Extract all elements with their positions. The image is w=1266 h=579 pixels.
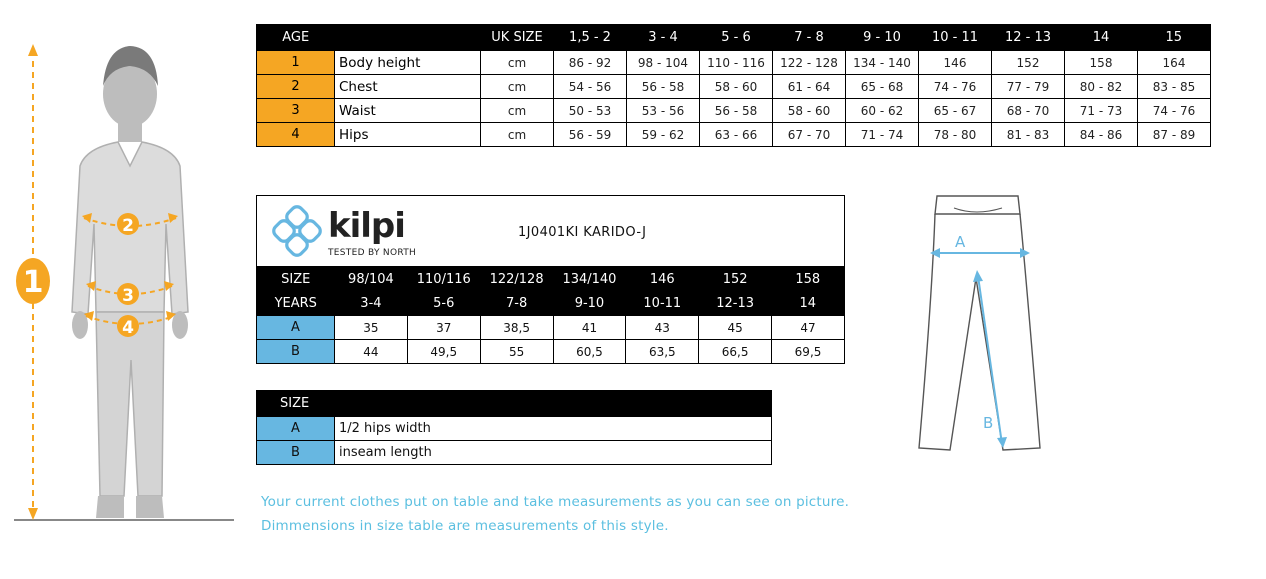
row-unit: cm: [481, 123, 554, 147]
logo-wordmark: kilpi: [328, 206, 405, 246]
table-cell: 98 - 104: [627, 51, 700, 75]
table-cell: 54 - 56: [554, 75, 627, 99]
table-cell: 60 - 62: [846, 99, 919, 123]
knot-logo-icon: [271, 204, 325, 262]
table-cell: 58 - 60: [700, 75, 773, 99]
table-cell: 63 - 66: [700, 123, 773, 147]
table-row: [257, 75, 1211, 99]
table-cell: 71 - 73: [1065, 99, 1138, 123]
size-value: 158: [772, 267, 845, 292]
row-label: Hips: [335, 123, 481, 147]
pants-label-a: A: [955, 233, 966, 251]
header-age-range: 3 - 4: [627, 25, 700, 51]
table-row: [257, 123, 1211, 147]
years-value: 12-13: [699, 291, 772, 316]
table-cell: 41: [553, 316, 626, 340]
header-blank: [335, 25, 481, 51]
header-age-range: 15: [1138, 25, 1211, 51]
product-header: [257, 196, 845, 267]
table-cell: 38,5: [480, 316, 553, 340]
pants-label-b: B: [983, 414, 994, 432]
pants-diagram: [910, 188, 1060, 458]
table-cell: 134 - 140: [846, 51, 919, 75]
years-value: 7-8: [480, 291, 553, 316]
table-cell: 60,5: [553, 340, 626, 364]
row-unit: cm: [481, 99, 554, 123]
table-cell: 63,5: [626, 340, 699, 364]
legend-header: SIZE: [257, 391, 772, 417]
product-code: 1J0401KI KARIDO-J: [518, 225, 647, 240]
table-cell: 35: [335, 316, 408, 340]
table-cell: 55: [480, 340, 553, 364]
row-label: Waist: [335, 99, 481, 123]
row-unit: cm: [481, 51, 554, 75]
header-age-range: 10 - 11: [919, 25, 992, 51]
table-cell: 65 - 67: [919, 99, 992, 123]
size-label: SIZE: [257, 267, 335, 292]
table-cell: 61 - 64: [773, 75, 846, 99]
table-cell: 83 - 85: [1138, 75, 1211, 99]
header-age-range: 1,5 - 2: [554, 25, 627, 51]
row-number: 3: [257, 99, 335, 123]
table-cell: 43: [626, 316, 699, 340]
measurement-legend-table: [256, 390, 772, 465]
legend-description: 1/2 hips width: [335, 417, 772, 441]
age-measurement-table: [256, 24, 1211, 147]
table-cell: 77 - 79: [992, 75, 1065, 99]
row-label: Body height: [335, 51, 481, 75]
table-cell: 66,5: [699, 340, 772, 364]
instruction-note: Dimmensions in size table are measurements of this style.: [261, 518, 669, 534]
figure-legs: [96, 312, 164, 496]
size-row: [257, 267, 845, 292]
table-cell: 80 - 82: [1065, 75, 1138, 99]
age-table-header: [257, 25, 1211, 51]
row-key: B: [257, 340, 335, 364]
table-row: [257, 340, 845, 364]
logo-tagline: TESTED BY NORTH: [328, 248, 417, 258]
legend-key: A: [257, 417, 335, 441]
table-cell: 71 - 74: [846, 123, 919, 147]
table-cell: 47: [772, 316, 845, 340]
header-age: AGE: [257, 25, 335, 51]
row-number: 1: [257, 51, 335, 75]
table-cell: 74 - 76: [1138, 99, 1211, 123]
table-cell: 56 - 58: [627, 75, 700, 99]
table-cell: 158: [1065, 51, 1138, 75]
table-cell: 122 - 128: [773, 51, 846, 75]
child-measurement-figure: [0, 20, 240, 550]
size-value: 152: [699, 267, 772, 292]
table-row: [257, 316, 845, 340]
years-value: 10-11: [626, 291, 699, 316]
years-value: 9-10: [553, 291, 626, 316]
table-cell: 56 - 58: [700, 99, 773, 123]
table-cell: 81 - 83: [992, 123, 1065, 147]
table-row: [257, 99, 1211, 123]
row-number: 2: [257, 75, 335, 99]
header-age-range: 9 - 10: [846, 25, 919, 51]
table-cell: 152: [992, 51, 1065, 75]
table-row: [257, 417, 772, 441]
legend-description: inseam length: [335, 441, 772, 465]
size-value: 122/128: [480, 267, 553, 292]
marker-1-label: 1: [22, 265, 44, 300]
header-age-range: 5 - 6: [700, 25, 773, 51]
table-row: [257, 51, 1211, 75]
header-uk-size: UK SIZE: [481, 25, 554, 51]
years-value: 3-4: [335, 291, 408, 316]
marker-1: [16, 258, 50, 304]
table-cell: 86 - 92: [554, 51, 627, 75]
marker-3-label: 3: [122, 286, 134, 306]
table-cell: 37: [407, 316, 480, 340]
header-age-range: 14: [1065, 25, 1138, 51]
table-cell: 49,5: [407, 340, 480, 364]
table-cell: 59 - 62: [627, 123, 700, 147]
row-number: 4: [257, 123, 335, 147]
table-cell: 53 - 56: [627, 99, 700, 123]
table-cell: 146: [919, 51, 992, 75]
header-age-range: 7 - 8: [773, 25, 846, 51]
years-value: 14: [772, 291, 845, 316]
table-cell: 84 - 86: [1065, 123, 1138, 147]
table-row: [257, 441, 772, 465]
table-cell: 78 - 80: [919, 123, 992, 147]
size-value: 146: [626, 267, 699, 292]
years-label: YEARS: [257, 291, 335, 316]
size-value: 134/140: [553, 267, 626, 292]
size-value: 110/116: [407, 267, 480, 292]
table-cell: 74 - 76: [919, 75, 992, 99]
table-cell: 68 - 70: [992, 99, 1065, 123]
header-age-range: 12 - 13: [992, 25, 1065, 51]
table-cell: 164: [1138, 51, 1211, 75]
table-cell: 50 - 53: [554, 99, 627, 123]
table-cell: 45: [699, 316, 772, 340]
kilpi-logo: [271, 202, 431, 264]
row-label: Chest: [335, 75, 481, 99]
size-value: 98/104: [335, 267, 408, 292]
marker-4-label: 4: [122, 318, 134, 338]
table-cell: 56 - 59: [554, 123, 627, 147]
row-unit: cm: [481, 75, 554, 99]
marker-2-label: 2: [122, 216, 134, 236]
years-row: [257, 291, 845, 316]
table-cell: 87 - 89: [1138, 123, 1211, 147]
table-cell: 110 - 116: [700, 51, 773, 75]
table-cell: 67 - 70: [773, 123, 846, 147]
instruction-note: Your current clothes put on table and take measurements as you can see on picture.: [261, 494, 850, 510]
table-cell: 65 - 68: [846, 75, 919, 99]
table-cell: 69,5: [772, 340, 845, 364]
product-size-table: [256, 195, 845, 364]
legend-key: B: [257, 441, 335, 465]
row-key: A: [257, 316, 335, 340]
table-cell: 44: [335, 340, 408, 364]
years-value: 5-6: [407, 291, 480, 316]
table-cell: 58 - 60: [773, 99, 846, 123]
